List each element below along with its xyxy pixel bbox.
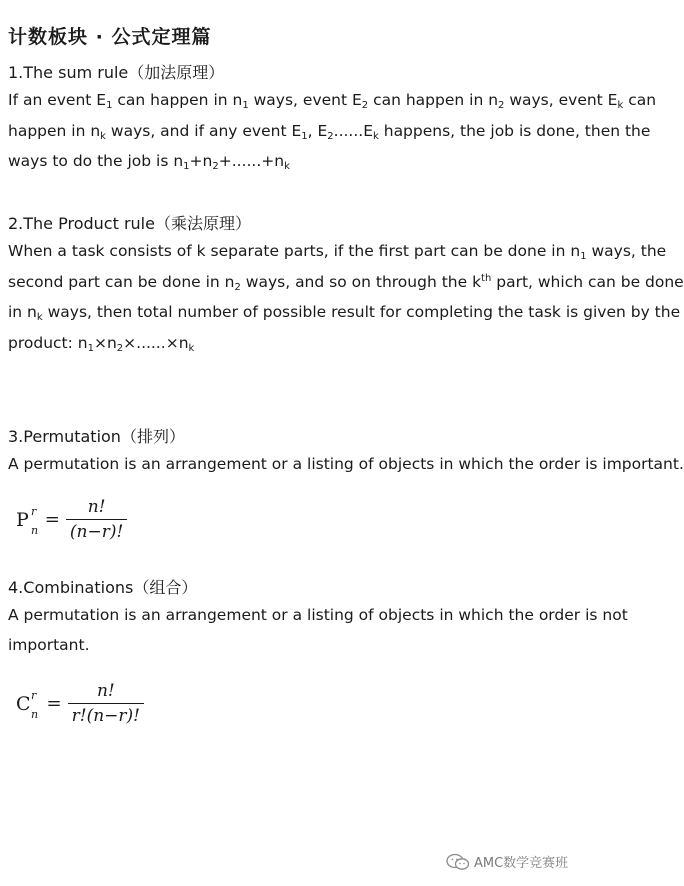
combination-denominator: r!(n−r)! [71, 706, 141, 727]
combinations-heading: 4.Combinations（组合） [8, 578, 198, 597]
page-title: 计数板块 · 公式定理篇 [8, 26, 212, 48]
wechat-icon [446, 853, 470, 871]
combination-formula [16, 681, 144, 726]
permutation-symbol: P r n [16, 504, 39, 537]
permutation-sub: n [31, 523, 39, 537]
permutation-fraction [66, 497, 127, 542]
permutation-denominator: (n−r)! [69, 522, 124, 543]
combination-fraction [68, 681, 144, 726]
combination-sup: r [31, 688, 37, 702]
product-rule-line-1: When a task consists of k separate parts, if the first part can be done in $n_1$ ways, the [8, 242, 667, 262]
permutation-equals: = [44, 509, 60, 531]
product-rule-line-4: product: $n_1\times n_2\times......\times n_k$ [8, 334, 195, 354]
combination-numerator: n! [96, 681, 115, 701]
product-rule-line-2: second part can be done in $n_2$ ways, and so on through the $k^{th}$ part, which can be done [8, 273, 684, 293]
combinations-line-1: A permutation is an arrangement or a listing of objects in which the order is not [8, 606, 628, 624]
combination-equals: = [46, 693, 62, 715]
combinations-line-2: important. [8, 636, 90, 654]
permutation-sup: r [31, 504, 37, 518]
permutation-line-1: A permutation is an arrangement or a listing of objects in which the order is important. [8, 455, 684, 473]
sum-rule-line-2: happen in $n_k$ ways, and if any event $E_1$, $E_2......E_k$ happens, the job is done, then the [8, 122, 651, 142]
combination-sub: n [31, 707, 39, 721]
watermark [446, 852, 568, 871]
permutation-numerator: n! [87, 497, 106, 517]
product-rule-heading: 2.The Product rule（乘法原理） [8, 214, 251, 233]
permutation-formula [16, 497, 127, 542]
sum-rule-heading: 1.The sum rule（加法原理） [8, 63, 225, 82]
product-rule-line-3: in $n_k$ ways, then total number of possible result for completing the task is given by the [8, 303, 681, 323]
sum-rule-line-1: If an event $E_1$ can happen in $n_1$ ways, event $E_2$ can happen in $n_2$ ways, event $E_k$ can [8, 91, 657, 111]
watermark-text: AMC数学竞赛班 [474, 856, 569, 871]
combination-symbol: C r n [16, 688, 39, 721]
permutation-heading: 3.Permutation（排列） [8, 427, 185, 446]
sum-rule-line-3: ways to do the job is $n_1+n_2+......+n_k$ [8, 152, 290, 172]
